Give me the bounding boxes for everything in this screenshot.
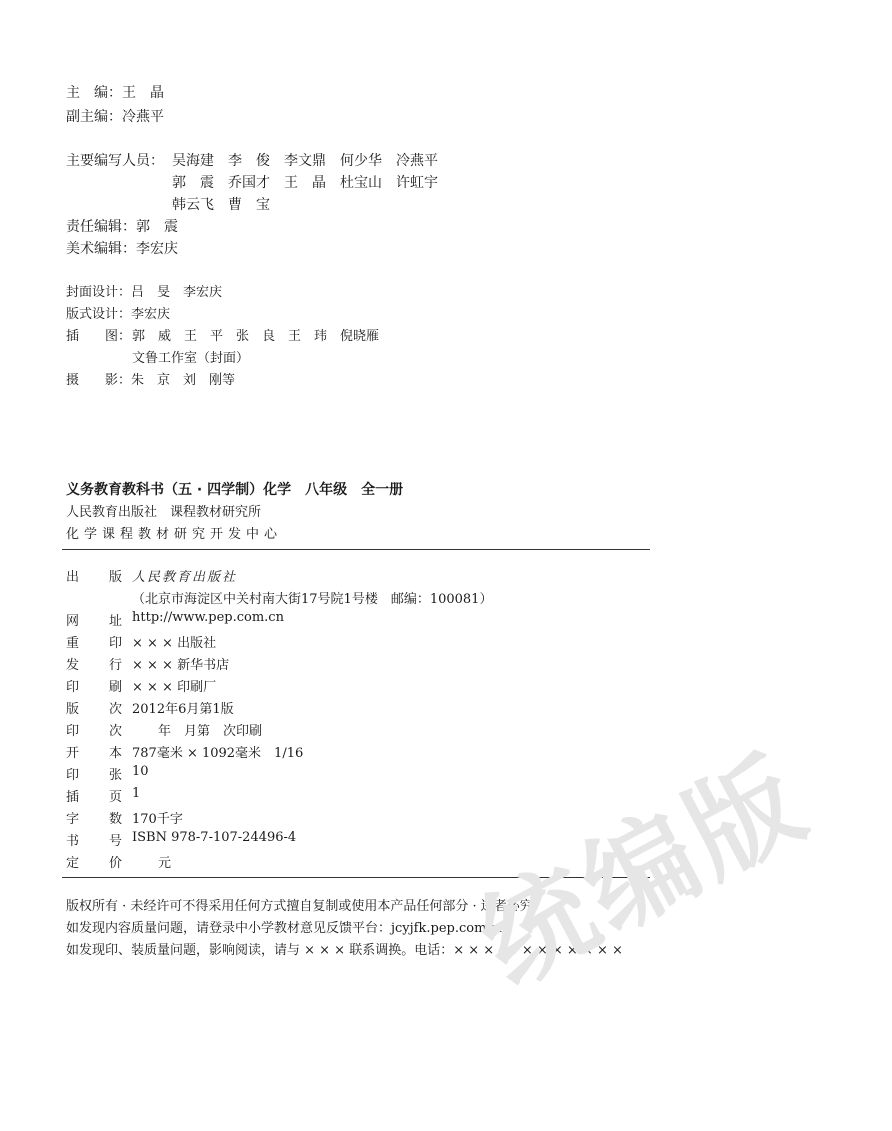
research-center-line: 化学课程教材研究开发中心 [66, 527, 283, 542]
responsible-editor-names: 郭 震 [136, 219, 178, 235]
bottom-divider [62, 877, 650, 878]
responsible-editor-label: 责任编辑： [66, 219, 136, 235]
publication-label: 出 版 [66, 570, 122, 585]
main-writers-line-1: 吴海建 李 俊 李文鼎 何少华 冷燕平 [172, 153, 438, 169]
publication-label: 印 张 [66, 768, 122, 783]
publication-value: （北京市海淀区中关村南大街17号院1号楼 邮编：100081） [132, 592, 493, 607]
publication-label: 插 页 [66, 790, 122, 805]
deputy-editor-label: 副主编： [66, 109, 122, 125]
photography-names: 朱 京 刘 刚等 [131, 373, 236, 388]
publication-value: 2012年6月第1版 [132, 702, 234, 717]
publication-value: 年 月第 次印刷 [132, 724, 263, 739]
publication-value: 1 [132, 786, 141, 801]
art-editor [66, 238, 178, 258]
publication-label: 重 印 [66, 636, 122, 651]
main-writers-line-3: 韩云飞 曹 宝 [172, 197, 270, 213]
print-issue-notice: 如发现印、装质量问题，影响阅读，请与 × × × 联系调换。电话：× × × - × × × × × × × × [66, 943, 623, 958]
publication-value: × × × 出版社 [132, 636, 217, 651]
publication-label: 字 数 [66, 812, 122, 827]
art-editor-names: 李宏庆 [136, 241, 178, 257]
layout-design-names: 李宏庆 [131, 307, 171, 322]
main-writers-label: 主要编写人员： [66, 153, 164, 169]
publication-value: × × × 新华书店 [132, 658, 230, 673]
publication-label: 开 本 [66, 746, 122, 761]
watermark: 统编版 [460, 732, 828, 1010]
layout-design [66, 303, 170, 322]
publication-value: 787毫米 × 1092毫米 1/16 [132, 746, 304, 761]
publication-label: 印 刷 [66, 680, 122, 695]
chief-editor-label: 主 编： [66, 85, 122, 101]
publication-label: 定 价 [66, 856, 122, 871]
publication-label: 网 址 [66, 614, 122, 629]
responsible-editor [66, 216, 178, 236]
publication-label: 印 次 [66, 724, 122, 739]
publication-value: http://www.pep.com.cn [132, 610, 284, 625]
publisher-name: 人民教育出版社 [132, 570, 238, 585]
publication-label: 发 行 [66, 658, 122, 673]
publication-value: × × × 印刷厂 [132, 680, 217, 695]
publisher-line: 人民教育出版社 课程教材研究所 [66, 505, 262, 520]
publication-label: 书 号 [66, 834, 122, 849]
illustration-label: 插 图： [66, 329, 132, 344]
illustration-line-2: 文鲁工作室（封面） [132, 351, 250, 366]
publication-label: 版 次 [66, 702, 122, 717]
chief-editor-names: 王 晶 [122, 85, 164, 101]
publication-value: 元 [132, 856, 172, 871]
copyright-notice: 版权所有 · 未经许可不得采用任何方式擅自复制或使用本产品任何部分 · 违者必究 [66, 899, 533, 914]
deputy-editor [66, 106, 164, 126]
cover-design-names: 吕 旻 李宏庆 [131, 285, 223, 300]
illustration-line-1: 郭 威 王 平 张 良 王 玮 倪晓雁 [132, 329, 380, 344]
cover-design [66, 281, 222, 300]
main-writers-line-2: 郭 震 乔国才 王 晶 杜宝山 许虹宇 [172, 175, 438, 191]
top-divider [62, 549, 650, 550]
chief-editor [66, 82, 164, 102]
book-title: 义务教育教科书（五 · 四学制）化学 八年级 全一册 [66, 482, 404, 498]
layout-design-label: 版式设计： [66, 307, 132, 322]
photography-label: 摄 影： [66, 373, 132, 388]
art-editor-label: 美术编辑： [66, 241, 136, 257]
cover-design-label: 封面设计： [66, 285, 132, 300]
publication-value: 170千字 [132, 812, 183, 827]
publication-value: ISBN 978-7-107-24496-4 [132, 830, 297, 845]
feedback-notice: 如发现内容质量问题，请登录中小学教材意见反馈平台：jcyjfk.pep.com.cn [66, 921, 507, 936]
deputy-editor-names: 冷燕平 [122, 109, 164, 125]
photography [66, 369, 235, 388]
publication-value: 10 [132, 764, 149, 779]
